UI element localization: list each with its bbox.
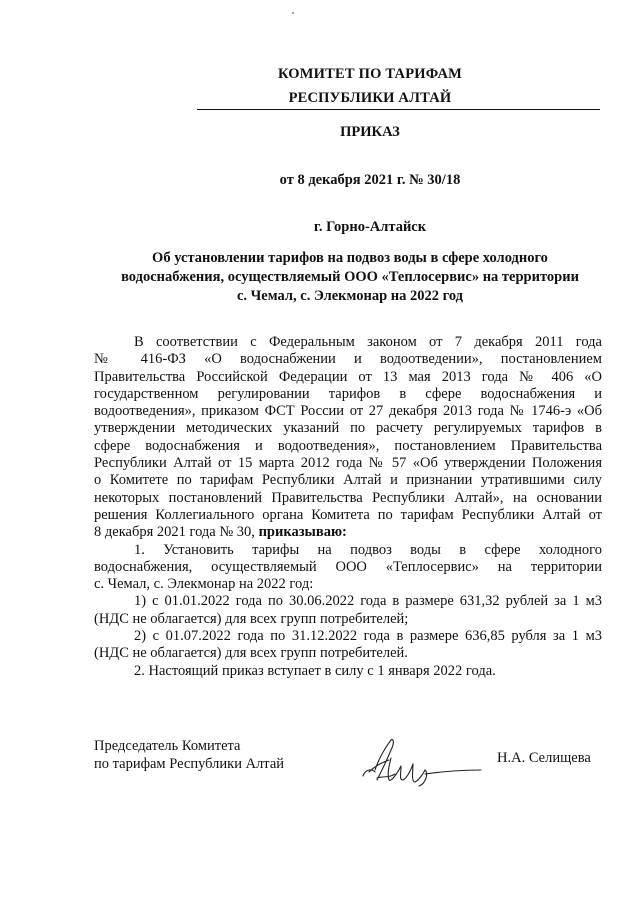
- subitem1-line: 1) с 01.01.2022 года по 30.06.2022 года в размере 631,32 рублей за 1 м3: [134, 593, 602, 610]
- item1-line: водоснабжения, осуществляемый ООО «Теплосервис» на территории: [94, 558, 602, 575]
- preamble-line: Правительства Российской Федерации от 13 мая 2013 года № 406 «О: [94, 368, 602, 385]
- preamble-line: о Комитете по тарифам Республики Алтай и признании утратившими силу: [94, 472, 602, 489]
- preamble-line: некоторых постановлений Правительства Республики Алтай», на основании: [94, 489, 602, 506]
- preamble-last-text: 8 декабря 2021 года № 30,: [94, 524, 259, 541]
- preamble-line: государственном регулировании тарифов в сфере водоснабжения и: [94, 385, 602, 402]
- item1-line: с. Чемал, с. Элекмонар на 2022 год:: [94, 576, 314, 593]
- handwritten-signature: [355, 730, 485, 790]
- orders-word: приказываю:: [258, 524, 347, 541]
- signatory-title: [94, 738, 284, 773]
- signatory-title-line: по тарифам Республики Алтай: [94, 755, 285, 772]
- preamble-last-line: [94, 524, 602, 541]
- preamble-line: решения Коллегиального органа Комитета по тарифам Республики Алтай от: [94, 506, 602, 523]
- subitem1-line: (НДС не облагается) для всех групп потребителей;: [94, 610, 409, 627]
- preamble-line: № 416-ФЗ «О водоснабжении и водоотведении», постановлением: [94, 351, 602, 368]
- preamble-line: В соответствии с Федеральным законом от 7 декабря 2011 года: [134, 334, 602, 350]
- preamble-line: Республики Алтай от 15 марта 2012 года № 57 «Об утверждении Положения: [94, 455, 602, 472]
- preamble-line: утверждении методических указаний по расчету регулируемых тарифов в: [94, 420, 602, 437]
- subitem2-line: 2) с 01.07.2022 года по 31.12.2022 года в размере 636,85 рубля за 1 м3: [134, 628, 602, 645]
- header-divider: [197, 109, 600, 110]
- item1-line: 1. Установить тарифы на подвоз воды в сфере холодного: [134, 541, 602, 558]
- committee-name-line1: КОМИТЕТ ПО ТАРИФАМ: [277, 66, 463, 82]
- committee-name-line2: РЕСПУБЛИКИ АЛТАЙ: [288, 90, 452, 106]
- order-city: г. Горно-Алтайск: [313, 219, 427, 235]
- order-date-number: от 8 декабря 2021 г. № 30/18: [279, 172, 461, 188]
- preamble-line: сфере водоснабжения и водоотведения», постановлением Правительства: [94, 437, 602, 454]
- signatory-title-line: Председатель Комитета: [94, 738, 241, 754]
- order-subject: [100, 249, 600, 306]
- order-title: ПРИКАЗ: [340, 124, 400, 140]
- item2-line: 2. Настоящий приказ вступает в силу с 1 января 2022 года.: [134, 662, 496, 679]
- signatory-name: Н.А. Селищева: [497, 750, 591, 766]
- subject-line: с. Чемал, с. Элекмонар на 2022 год: [236, 288, 464, 304]
- subject-line: водоснабжения, осуществляемый ООО «Теплосервис» на территории: [121, 269, 579, 285]
- subitem2-line: (НДС не облагается) для всех групп потребителей.: [94, 645, 408, 662]
- order-body: [94, 334, 602, 680]
- preamble-line: водоотведения», приказом ФСТ России от 27 декабря 2013 года № 1746-э «Об: [94, 403, 602, 420]
- subject-line: Об установлении тарифов на подвоз воды в сфере холодного: [152, 250, 548, 266]
- scan-speck: [292, 12, 294, 14]
